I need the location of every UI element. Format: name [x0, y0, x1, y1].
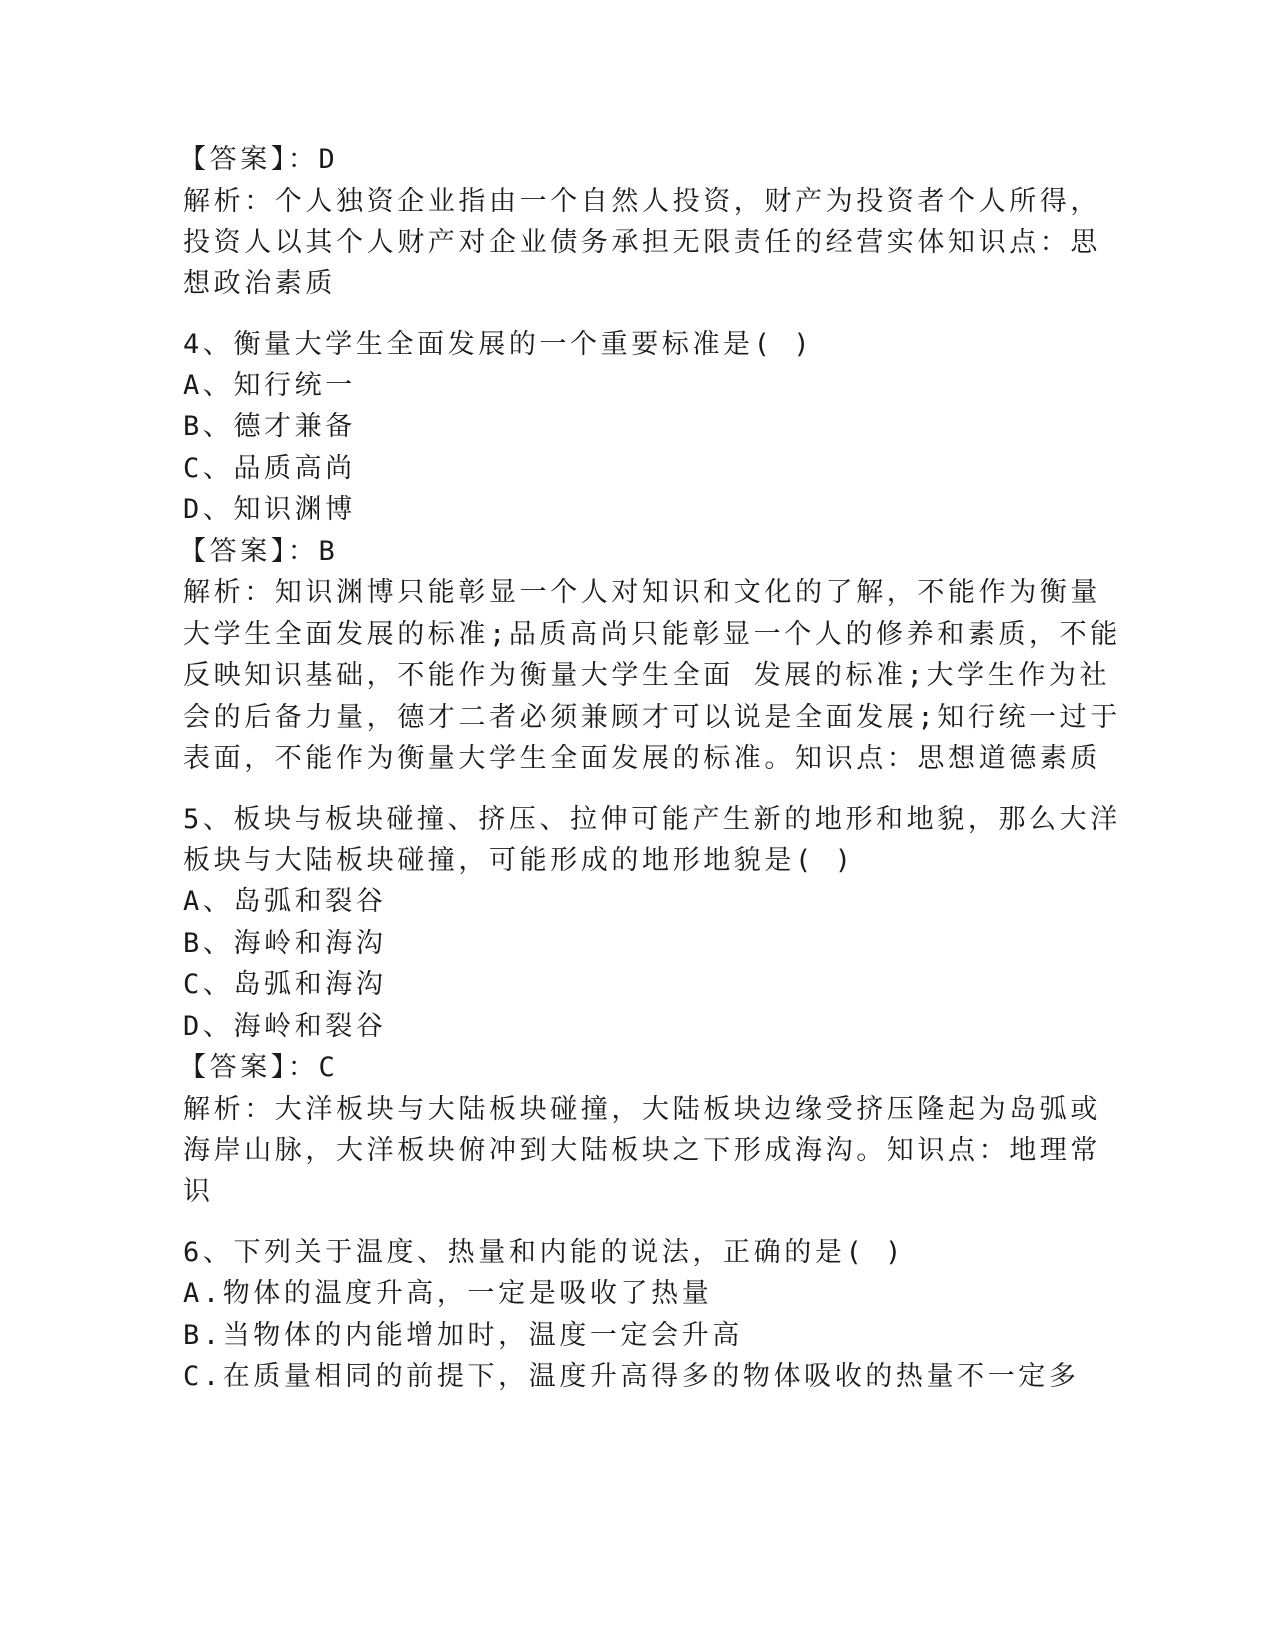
option-b: B、海岭和海沟: [183, 928, 387, 959]
analysis-line: 解析：知识渊博只能彰显一个人对知识和文化的了解，不能作为衡量: [183, 577, 1101, 608]
option-a: A、知行统一: [183, 370, 356, 401]
answer-label: 【答案】：D: [179, 144, 339, 175]
question-stem: 5、板块与板块碰撞、挤压、拉伸可能产生新的地形和地貌，那么大洋: [183, 804, 1121, 835]
option-d: D、海岭和裂谷: [183, 1011, 387, 1042]
analysis-line: 投资人以其个人财产对企业债务承担无限责任的经营实体知识点：思: [183, 227, 1101, 258]
analysis-line: 海岸山脉，大洋板块俯冲到大陆板块之下形成海沟。知识点：地理常: [183, 1135, 1101, 1166]
analysis-line: 大学生全面发展的标准;品质高尚只能彰显一个人的修养和素质，不能: [183, 619, 1121, 650]
analysis-line: 识: [183, 1176, 214, 1207]
analysis-line: 解析：个人独资企业指由一个自然人投资，财产为投资者个人所得，: [183, 186, 1101, 217]
answer-label: 【答案】：B: [179, 536, 339, 567]
option-a: A.物体的温度升高，一定是吸收了热量: [183, 1278, 713, 1309]
analysis-line: 表面，不能作为衡量大学生全面发展的标准。知识点：思想道德素质: [183, 743, 1101, 774]
analysis-line: 反映知识基础，不能作为衡量大学生全面 发展的标准;大学生作为社: [183, 660, 1111, 691]
question-stem: 6、下列关于温度、热量和内能的说法，正确的是( ): [183, 1237, 906, 1268]
option-d: D、知识渊博: [183, 494, 356, 525]
question-stem: 4、衡量大学生全面发展的一个重要标准是( ): [183, 329, 814, 360]
answer-label: 【答案】：C: [179, 1052, 339, 1083]
analysis-line: 想政治素质: [183, 268, 336, 299]
option-c: C.在质量相同的前提下，温度升高得多的物体吸收的热量不一定多: [183, 1361, 1080, 1392]
option-b: B、德才兼备: [183, 411, 356, 442]
option-c: C、品质高尚: [183, 453, 356, 484]
question-stem: 板块与大陆板块碰撞，可能形成的地形地貌是( ): [183, 845, 855, 876]
option-a: A、岛弧和裂谷: [183, 886, 387, 917]
analysis-line: 解析：大洋板块与大陆板块碰撞，大陆板块边缘受挤压隆起为岛弧或: [183, 1094, 1101, 1125]
option-b: B.当物体的内能增加时，温度一定会升高: [183, 1320, 743, 1351]
option-c: C、岛弧和海沟: [183, 969, 387, 1000]
analysis-line: 会的后备力量，德才二者必须兼顾才可以说是全面发展;知行统一过于: [183, 702, 1121, 733]
